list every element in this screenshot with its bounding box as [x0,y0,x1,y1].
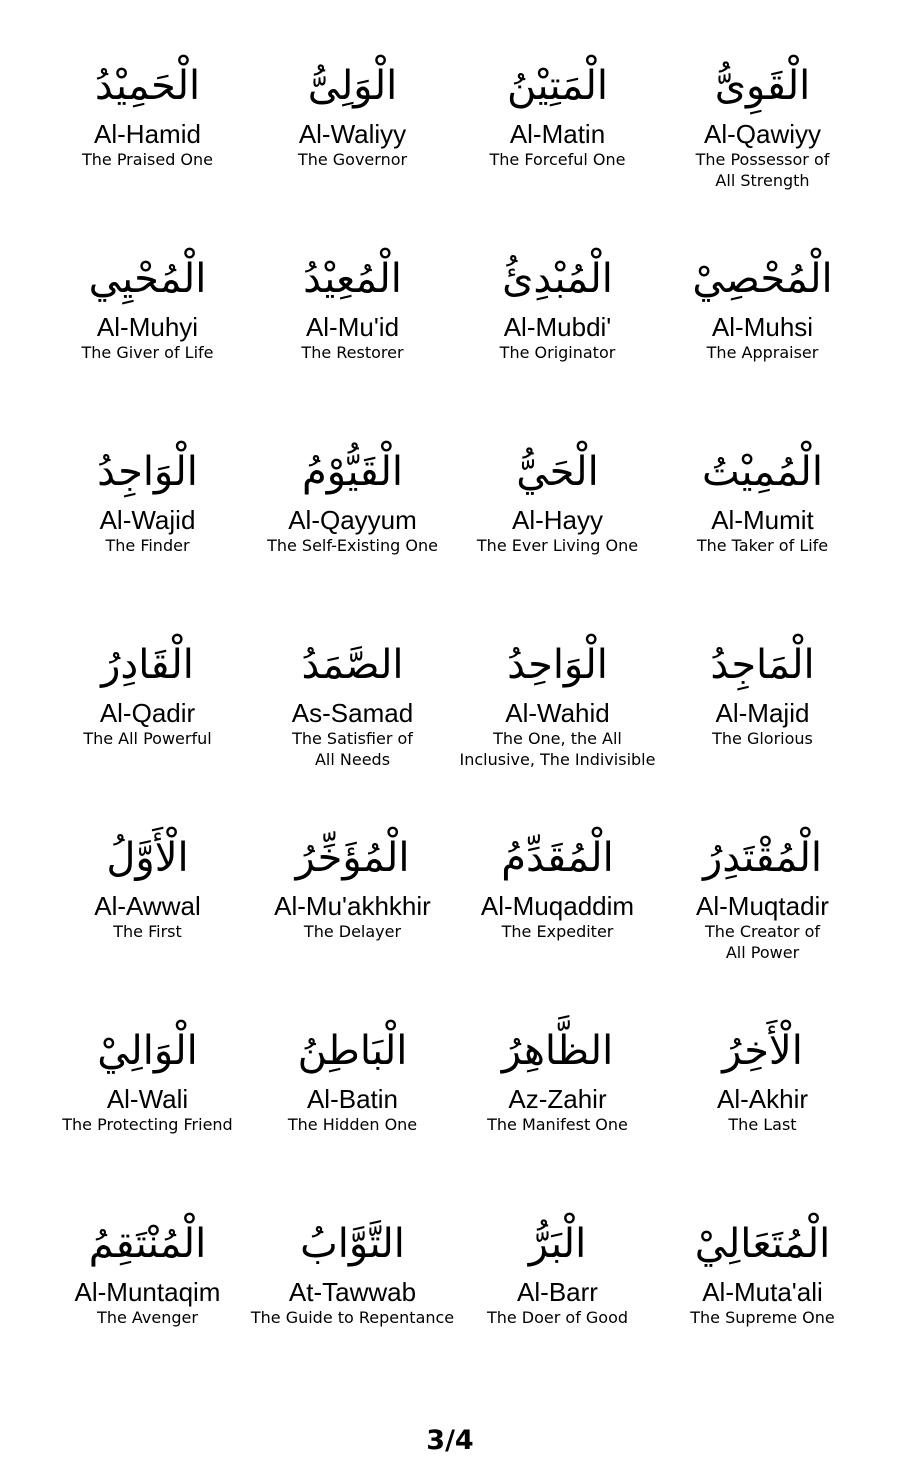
arabic-name: الْوَلِىُّ [307,63,398,109]
arabic-name: الْوَاجِدُ [97,449,198,495]
arabic-name: التَّوَّابُ [300,1221,405,1267]
transliteration: Al-Mu'akhkhir [274,891,431,921]
transliteration: Al-Mumit [711,505,814,535]
name-cell [660,824,865,1017]
transliteration: As-Samad [291,698,414,728]
arabic-name: الْقَوِىُّ [714,63,811,109]
meaning: The Praised One [81,150,214,169]
transliteration: Al-Muntaqim [74,1277,221,1307]
meaning: The Ever Living One [476,536,639,555]
transliteration: Al-Akhir [716,1084,808,1114]
arabic-name: الْبَرُّ [528,1221,587,1267]
name-cell [250,1210,455,1403]
arabic-name: الْمُقَدِّمُ [501,835,614,881]
meaning: The Manifest One [487,1115,628,1134]
arabic-name: الْمُتَعَالِيْ [694,1221,831,1267]
transliteration: Al-Barr [517,1277,598,1307]
arabic-name: الْوَالِيْ [97,1028,198,1074]
name-cell [455,438,660,631]
meaning: The Governor [297,150,408,169]
meaning: The Taker of Life [696,536,829,555]
arabic-name: الْقَيُّوْمُ [301,449,404,495]
arabic-name: الْمَاجِدُ [710,642,815,688]
arabic-name: الْمَتِيْنُ [506,63,608,109]
arabic-name: الْمُمِيْتُ [702,449,823,495]
transliteration: Al-Qawiyy [703,119,821,149]
transliteration: Al-Wali [106,1084,189,1114]
name-cell [660,631,865,824]
meaning: The Avenger [97,1308,198,1327]
transliteration: Al-Muhyi [96,312,199,342]
meaning: The Guide to Repentance [250,1308,455,1327]
transliteration: Al-Hamid [94,119,201,149]
meaning: The Creator of All Power [704,922,821,962]
name-cell [250,1017,455,1210]
meaning: The Last [728,1115,797,1134]
name-cell [45,245,250,438]
name-cell [45,1017,250,1210]
arabic-name: الْأَخِرُ [722,1028,803,1074]
page-number: 3/4 [426,1425,474,1456]
meaning: The First [113,922,182,941]
transliteration: Al-Qayyum [288,505,417,535]
name-cell [250,245,455,438]
meaning: The Expediter [501,922,614,941]
name-cell [455,824,660,1017]
transliteration: Al-Wahid [505,698,610,728]
transliteration: Al-Mu'id [305,312,400,342]
arabic-name: الظَّاهِرُ [501,1028,614,1074]
name-cell [455,1017,660,1210]
transliteration: Al-Batin [306,1084,399,1114]
arabic-name: الْقَادِرُ [101,642,194,688]
name-cell [45,1210,250,1403]
meaning: The Hidden One [287,1115,418,1134]
arabic-name: الْمُقْتَدِرُ [702,835,823,881]
transliteration: At-Tawwab [288,1277,417,1307]
name-cell [455,245,660,438]
transliteration: Al-Qadir [99,698,196,728]
arabic-name: الْبَاطِنُ [297,1028,408,1074]
name-cell [250,631,455,824]
transliteration: Al-Awwal [94,891,201,921]
transliteration: Al-Majid [715,698,810,728]
meaning: The One, the All Inclusive, The Indivisible [459,729,656,769]
names-grid [45,52,865,1403]
meaning: The Restorer [301,343,404,362]
name-cell [660,1210,865,1403]
name-cell [660,52,865,245]
meaning: The All Powerful [83,729,212,748]
meaning: The Appraiser [706,343,819,362]
meaning: The Giver of Life [81,343,214,362]
transliteration: Al-Matin [509,119,606,149]
name-cell [455,1210,660,1403]
arabic-name: الْمُؤَخِّرُ [295,835,410,881]
arabic-name: الْمُحْصِيْ [692,256,833,302]
arabic-name: الصَّمَدُ [301,642,404,688]
name-cell [45,438,250,631]
meaning: The Satisfier of All Needs [292,729,413,769]
meaning: The Finder [105,536,190,555]
arabic-name: الْأَوَّلُ [106,835,189,881]
name-cell [660,438,865,631]
meaning: The Delayer [303,922,402,941]
transliteration: Al-Muhsi [711,312,814,342]
meaning: The Possessor of All Strength [695,150,830,190]
meaning: The Self-Existing One [267,536,438,555]
name-cell [455,52,660,245]
meaning: The Originator [499,343,616,362]
arabic-name: الْمُعِيْدُ [303,256,402,302]
name-cell [45,631,250,824]
meaning: The Doer of Good [486,1308,629,1327]
arabic-name: الْمُبْدِئُ [502,256,613,302]
meaning: The Supreme One [690,1308,835,1327]
arabic-name: الْوَاحِدُ [507,642,608,688]
name-cell [250,824,455,1017]
meaning: The Forceful One [489,150,626,169]
meaning: The Protecting Friend [62,1115,233,1134]
transliteration: Al-Wajid [99,505,196,535]
transliteration: Al-Hayy [511,505,603,535]
name-cell [250,52,455,245]
name-cell [250,438,455,631]
arabic-name: الْحَمِيْدُ [94,63,201,109]
transliteration: Al-Waliyy [298,119,407,149]
arabic-name: الْمُنْتَقِمُ [88,1221,207,1267]
arabic-name: الْمُحْيِي [88,256,207,302]
arabic-name: الْحَيُّ [516,449,599,495]
name-cell [45,824,250,1017]
name-cell [455,631,660,824]
transliteration: Al-Muta'ali [702,1277,823,1307]
transliteration: Al-Muqtadir [696,891,829,921]
name-cell [660,1017,865,1210]
transliteration: Al-Mubdi' [503,312,612,342]
transliteration: Al-Muqaddim [480,891,635,921]
name-cell [660,245,865,438]
transliteration: Az-Zahir [508,1084,607,1114]
name-cell [45,52,250,245]
meaning: The Glorious [712,729,813,748]
